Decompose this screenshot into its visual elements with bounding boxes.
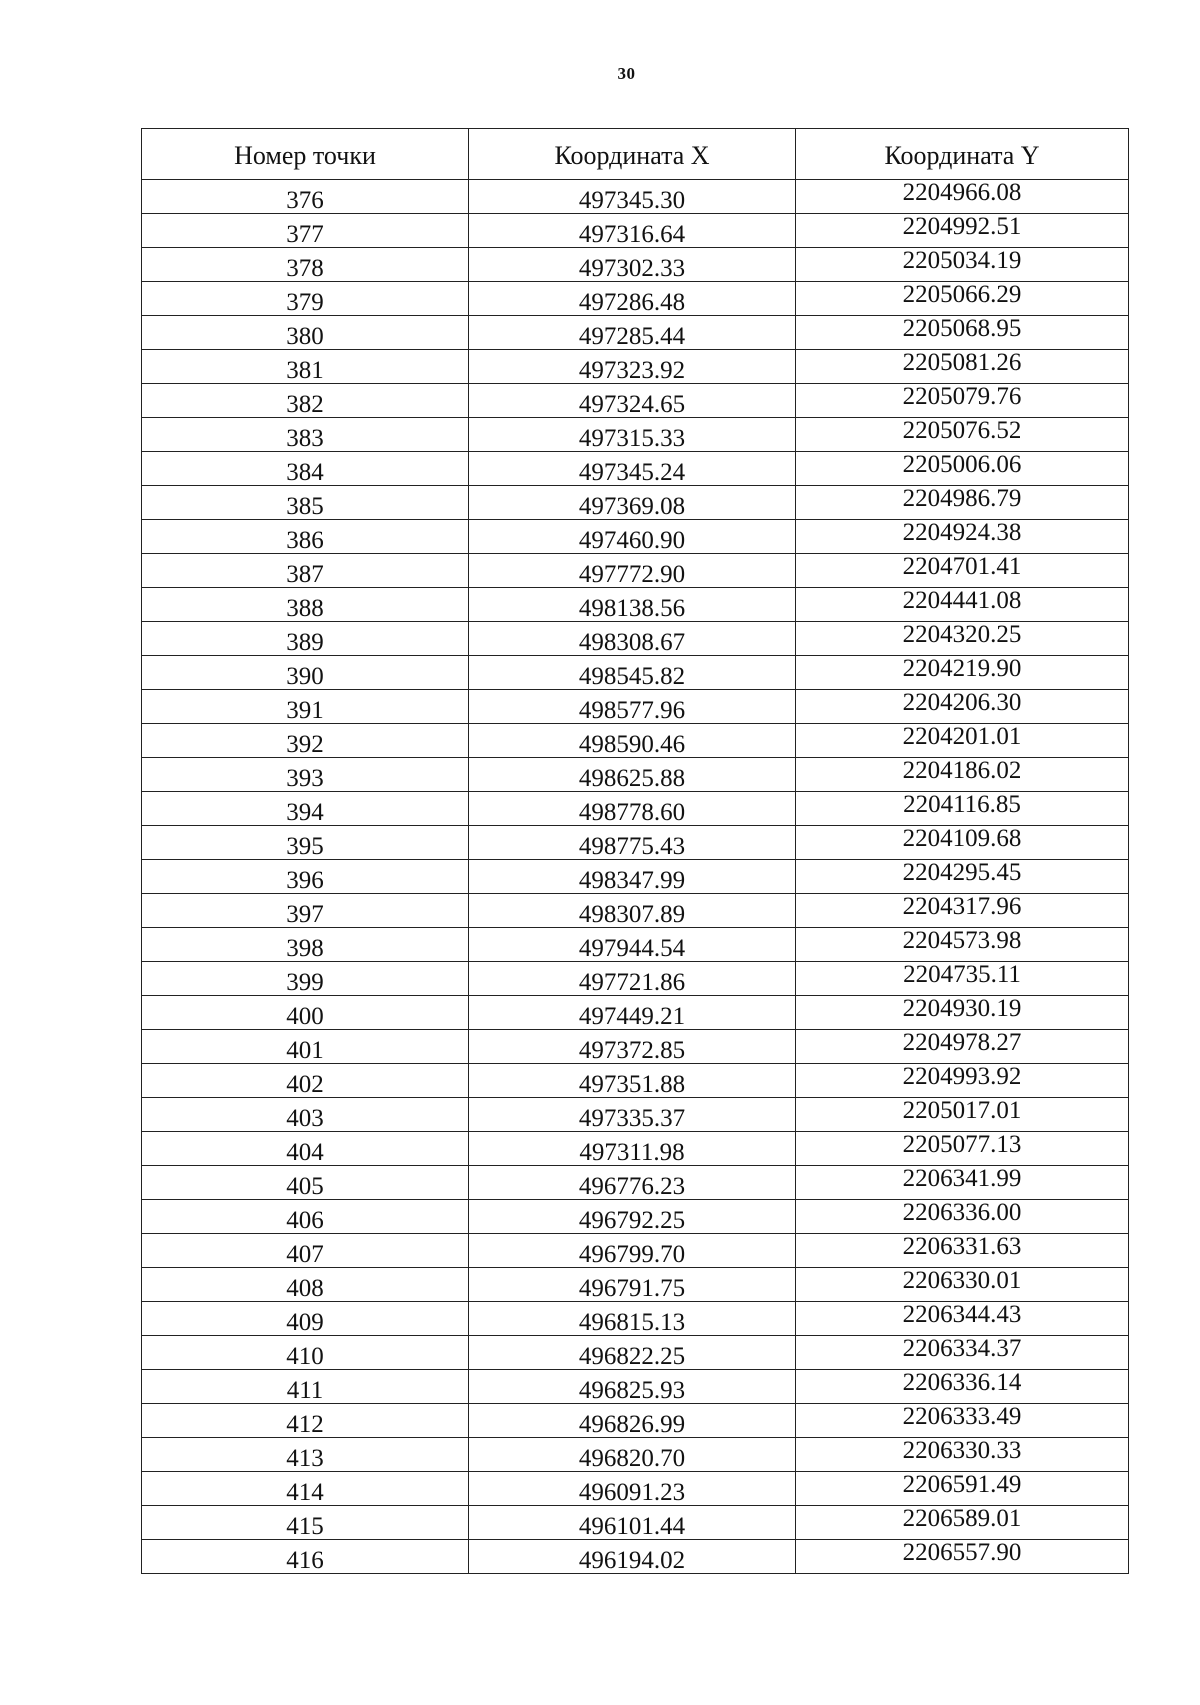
cell-coordinate-x: 496825.93 — [469, 1370, 796, 1404]
cell-point-number: 392 — [142, 724, 469, 758]
cell-point-number: 393 — [142, 758, 469, 792]
table-row — [142, 452, 1129, 486]
cell-coordinate-x: 497449.21 — [469, 996, 796, 1030]
cell-point-number: 382 — [142, 384, 469, 418]
cell-point-number: 408 — [142, 1268, 469, 1302]
cell-coordinate-x: 496194.02 — [469, 1540, 796, 1574]
cell-coordinate-x: 498778.60 — [469, 792, 796, 826]
cell-coordinate-y: 2206334.37 — [796, 1336, 1129, 1370]
cell-coordinate-x: 498775.43 — [469, 826, 796, 860]
cell-coordinate-x: 498590.46 — [469, 724, 796, 758]
table-row — [142, 622, 1129, 656]
cell-coordinate-x: 497944.54 — [469, 928, 796, 962]
table-row — [142, 1336, 1129, 1370]
cell-coordinate-y: 2206341.99 — [796, 1166, 1129, 1200]
cell-coordinate-y: 2206330.01 — [796, 1268, 1129, 1302]
table-row — [142, 962, 1129, 996]
cell-coordinate-y: 2206336.00 — [796, 1200, 1129, 1234]
cell-point-number: 385 — [142, 486, 469, 520]
cell-coordinate-x: 497345.30 — [469, 180, 796, 214]
page-number: 30 — [617, 64, 636, 83]
cell-coordinate-y: 2204206.30 — [796, 690, 1129, 724]
cell-coordinate-x: 497372.85 — [469, 1030, 796, 1064]
cell-coordinate-x: 496822.25 — [469, 1336, 796, 1370]
cell-point-number: 404 — [142, 1132, 469, 1166]
cell-coordinate-x: 498625.88 — [469, 758, 796, 792]
cell-coordinate-y: 2205077.13 — [796, 1132, 1129, 1166]
cell-coordinate-y: 2205066.29 — [796, 282, 1129, 316]
cell-coordinate-y: 2205068.95 — [796, 316, 1129, 350]
cell-point-number: 389 — [142, 622, 469, 656]
table-row — [142, 690, 1129, 724]
cell-point-number: 394 — [142, 792, 469, 826]
table-row — [142, 1030, 1129, 1064]
cell-coordinate-y: 2205079.76 — [796, 384, 1129, 418]
cell-coordinate-x: 496776.23 — [469, 1166, 796, 1200]
table-row — [142, 520, 1129, 554]
cell-coordinate-y: 2206333.49 — [796, 1404, 1129, 1438]
cell-coordinate-x: 496791.75 — [469, 1268, 796, 1302]
table-row — [142, 1404, 1129, 1438]
table-row — [142, 1268, 1129, 1302]
cell-coordinate-x: 497345.24 — [469, 452, 796, 486]
table-row — [142, 1098, 1129, 1132]
cell-point-number: 377 — [142, 214, 469, 248]
table-row — [142, 282, 1129, 316]
cell-coordinate-x: 497316.64 — [469, 214, 796, 248]
cell-coordinate-y: 2204441.08 — [796, 588, 1129, 622]
cell-point-number: 391 — [142, 690, 469, 724]
cell-coordinate-y: 2204986.79 — [796, 486, 1129, 520]
cell-coordinate-y: 2204966.08 — [796, 180, 1129, 214]
table-row — [142, 1166, 1129, 1200]
cell-point-number: 411 — [142, 1370, 469, 1404]
cell-point-number: 378 — [142, 248, 469, 282]
cell-coordinate-y: 2206344.43 — [796, 1302, 1129, 1336]
cell-coordinate-x: 496826.99 — [469, 1404, 796, 1438]
cell-coordinate-x: 498577.96 — [469, 690, 796, 724]
cell-coordinate-x: 496792.25 — [469, 1200, 796, 1234]
table-row — [142, 1234, 1129, 1268]
cell-coordinate-x: 497311.98 — [469, 1132, 796, 1166]
cell-point-number: 415 — [142, 1506, 469, 1540]
cell-coordinate-y: 2204573.98 — [796, 928, 1129, 962]
cell-coordinate-x: 497721.86 — [469, 962, 796, 996]
cell-point-number: 402 — [142, 1064, 469, 1098]
cell-coordinate-y: 2205076.52 — [796, 418, 1129, 452]
cell-point-number: 379 — [142, 282, 469, 316]
cell-point-number: 401 — [142, 1030, 469, 1064]
cell-coordinate-x: 496091.23 — [469, 1472, 796, 1506]
cell-coordinate-x: 498545.82 — [469, 656, 796, 690]
cell-point-number: 386 — [142, 520, 469, 554]
table-row — [142, 1472, 1129, 1506]
cell-coordinate-y: 2206589.01 — [796, 1506, 1129, 1540]
cell-coordinate-y: 2206336.14 — [796, 1370, 1129, 1404]
cell-point-number: 395 — [142, 826, 469, 860]
table-row — [142, 1506, 1129, 1540]
cell-point-number: 412 — [142, 1404, 469, 1438]
table-row — [142, 554, 1129, 588]
cell-point-number: 381 — [142, 350, 469, 384]
cell-coordinate-y: 2204219.90 — [796, 656, 1129, 690]
table-row — [142, 1064, 1129, 1098]
table-row — [142, 248, 1129, 282]
header-point-number: Номер точки — [142, 129, 469, 180]
cell-coordinate-y: 2204317.96 — [796, 894, 1129, 928]
cell-coordinate-y: 2204320.25 — [796, 622, 1129, 656]
cell-coordinate-y: 2204201.01 — [796, 724, 1129, 758]
table-row — [142, 180, 1129, 214]
cell-coordinate-y: 2205081.26 — [796, 350, 1129, 384]
table-body — [142, 180, 1129, 1574]
cell-coordinate-y: 2206330.33 — [796, 1438, 1129, 1472]
cell-coordinate-y: 2205006.06 — [796, 452, 1129, 486]
cell-point-number: 387 — [142, 554, 469, 588]
table-row — [142, 1200, 1129, 1234]
cell-coordinate-x: 497285.44 — [469, 316, 796, 350]
table-row — [142, 758, 1129, 792]
cell-coordinate-x: 497351.88 — [469, 1064, 796, 1098]
cell-point-number: 409 — [142, 1302, 469, 1336]
cell-coordinate-y: 2206331.63 — [796, 1234, 1129, 1268]
header-coordinate-x: Координата X — [469, 129, 796, 180]
cell-coordinate-y: 2204978.27 — [796, 1030, 1129, 1064]
cell-point-number: 384 — [142, 452, 469, 486]
table-row — [142, 826, 1129, 860]
table-row — [142, 996, 1129, 1030]
table-row — [142, 1302, 1129, 1336]
header-coordinate-y: Координата Y — [796, 129, 1129, 180]
table-row — [142, 418, 1129, 452]
cell-point-number: 406 — [142, 1200, 469, 1234]
table-header-row — [142, 129, 1129, 180]
cell-point-number: 403 — [142, 1098, 469, 1132]
cell-coordinate-x: 497369.08 — [469, 486, 796, 520]
cell-coordinate-y: 2204992.51 — [796, 214, 1129, 248]
cell-point-number: 399 — [142, 962, 469, 996]
cell-coordinate-x: 496799.70 — [469, 1234, 796, 1268]
table-row — [142, 316, 1129, 350]
table-row — [142, 1540, 1129, 1574]
cell-point-number: 390 — [142, 656, 469, 690]
table-row — [142, 724, 1129, 758]
cell-coordinate-x: 497302.33 — [469, 248, 796, 282]
cell-point-number: 407 — [142, 1234, 469, 1268]
cell-point-number: 400 — [142, 996, 469, 1030]
cell-coordinate-x: 497286.48 — [469, 282, 796, 316]
cell-coordinate-x: 496820.70 — [469, 1438, 796, 1472]
cell-coordinate-x: 496101.44 — [469, 1506, 796, 1540]
table-row — [142, 486, 1129, 520]
cell-coordinate-x: 497460.90 — [469, 520, 796, 554]
cell-coordinate-y: 2206557.90 — [796, 1540, 1129, 1574]
cell-point-number: 416 — [142, 1540, 469, 1574]
cell-coordinate-x: 497323.92 — [469, 350, 796, 384]
cell-point-number: 396 — [142, 860, 469, 894]
cell-point-number: 413 — [142, 1438, 469, 1472]
cell-coordinate-y: 2205034.19 — [796, 248, 1129, 282]
cell-coordinate-x: 497335.37 — [469, 1098, 796, 1132]
cell-coordinate-y: 2204295.45 — [796, 860, 1129, 894]
coordinates-table — [141, 128, 1129, 1574]
cell-coordinate-y: 2204735.11 — [796, 962, 1129, 996]
table-row — [142, 860, 1129, 894]
cell-coordinate-x: 497315.33 — [469, 418, 796, 452]
cell-coordinate-y: 2206591.49 — [796, 1472, 1129, 1506]
table-row — [142, 894, 1129, 928]
table-row — [142, 656, 1129, 690]
cell-point-number: 376 — [142, 180, 469, 214]
cell-coordinate-y: 2204930.19 — [796, 996, 1129, 1030]
cell-point-number: 383 — [142, 418, 469, 452]
cell-coordinate-y: 2205017.01 — [796, 1098, 1129, 1132]
table-row — [142, 1132, 1129, 1166]
table-row — [142, 1370, 1129, 1404]
cell-coordinate-y: 2204109.68 — [796, 826, 1129, 860]
cell-point-number: 405 — [142, 1166, 469, 1200]
cell-coordinate-x: 497772.90 — [469, 554, 796, 588]
table-row — [142, 792, 1129, 826]
cell-coordinate-y: 2204116.85 — [796, 792, 1129, 826]
cell-coordinate-y: 2204186.02 — [796, 758, 1129, 792]
cell-coordinate-x: 498138.56 — [469, 588, 796, 622]
table-row — [142, 350, 1129, 384]
cell-coordinate-y: 2204924.38 — [796, 520, 1129, 554]
cell-point-number: 388 — [142, 588, 469, 622]
cell-point-number: 380 — [142, 316, 469, 350]
table-row — [142, 384, 1129, 418]
table-row — [142, 1438, 1129, 1472]
cell-coordinate-y: 2204701.41 — [796, 554, 1129, 588]
cell-coordinate-x: 497324.65 — [469, 384, 796, 418]
cell-point-number: 397 — [142, 894, 469, 928]
cell-coordinate-x: 498308.67 — [469, 622, 796, 656]
cell-point-number: 398 — [142, 928, 469, 962]
cell-coordinate-x: 498347.99 — [469, 860, 796, 894]
cell-point-number: 414 — [142, 1472, 469, 1506]
table-row — [142, 588, 1129, 622]
cell-point-number: 410 — [142, 1336, 469, 1370]
table-row — [142, 214, 1129, 248]
cell-coordinate-y: 2204993.92 — [796, 1064, 1129, 1098]
cell-coordinate-x: 498307.89 — [469, 894, 796, 928]
cell-coordinate-x: 496815.13 — [469, 1302, 796, 1336]
table-row — [142, 928, 1129, 962]
